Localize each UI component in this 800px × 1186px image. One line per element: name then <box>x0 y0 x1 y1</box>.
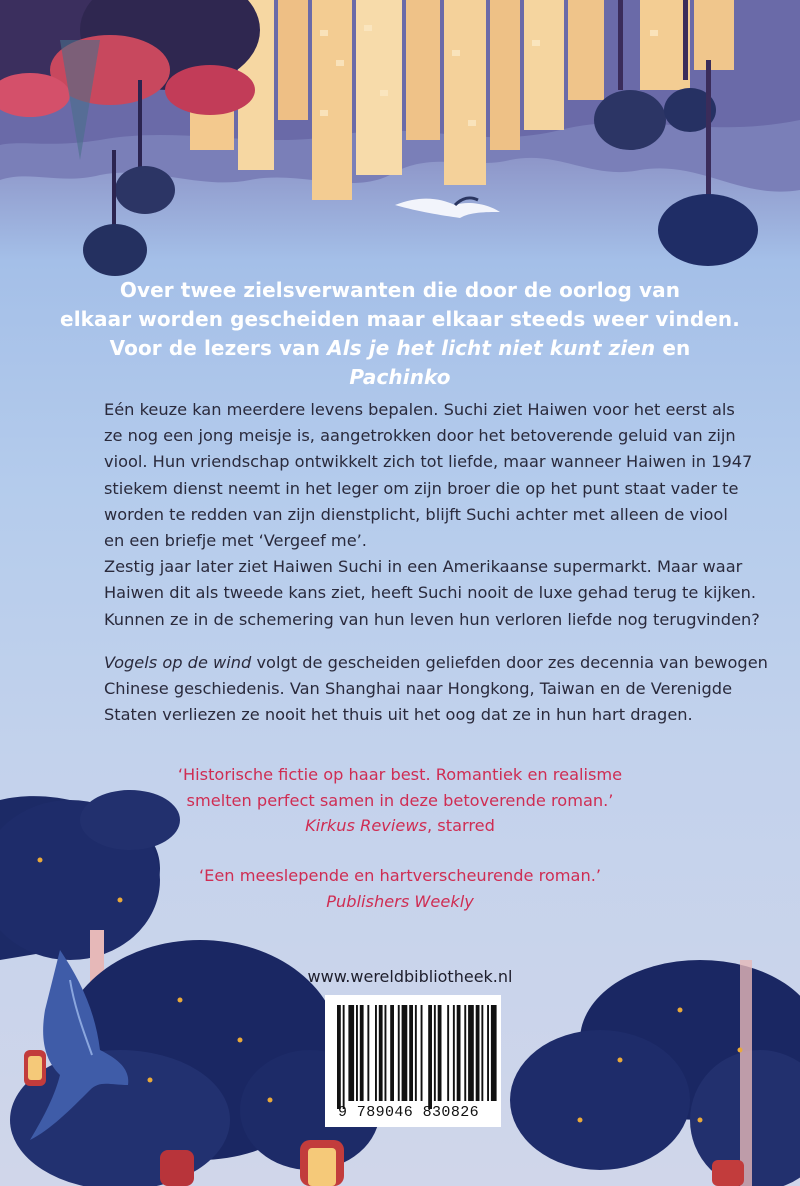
barcode-bar <box>464 1005 466 1101</box>
quote-line: ‘Historische fictie op haar best. Romantiek en realisme <box>177 765 623 784</box>
tagline-prefix: Voor de lezers van <box>109 336 328 360</box>
blurb-line: stiekem dienst neemt in het leger om zijn broer die op het punt staat vader te <box>104 478 739 498</box>
blurb-line: Kunnen ze in de schemering van hun leven hun verloren liefde nog terugvinden? <box>104 609 760 629</box>
blurb-line: viool. Hun vriendschap ontwikkelt zich tot liefde, maar wanneer Haiwen in 1947 <box>104 452 753 472</box>
blurb-line: Staten verliezen ze nooit het thuis uit het oog dat ze in hun hart dragen. <box>104 705 693 725</box>
tagline-mid: en <box>655 336 691 360</box>
blurb-line: worden te redden van zijn dienstplicht, blijft Suchi achter met alleen de viool <box>104 504 728 524</box>
barcode-bar <box>379 1005 383 1101</box>
tagline-line-2: elkaar worden gescheiden maar elkaar steeds weer vinden. <box>60 307 740 331</box>
tagline-title-1: Als je het licht niet kunt zien <box>327 336 656 360</box>
barcode-bar <box>457 1005 461 1101</box>
tagline-line-3 <box>60 334 740 392</box>
quote-source-name: Publishers Weekly <box>326 891 474 911</box>
quote-line: ‘Een meeslepende en hartverscheurende roman.’ <box>198 866 602 885</box>
review-quote-1 <box>160 762 640 839</box>
barcode-bar <box>415 1005 417 1101</box>
quote-source-suffix: , starred <box>427 816 495 835</box>
barcode-bar <box>360 1005 364 1101</box>
barcode-bar <box>402 1005 408 1101</box>
quote-source-name: Kirkus Reviews <box>305 816 427 835</box>
barcode-bar <box>428 1005 432 1109</box>
barcode-bar <box>398 1005 400 1101</box>
barcode-bar <box>421 1005 423 1101</box>
barcode-bar <box>356 1005 358 1101</box>
barcode-bar <box>491 1005 497 1101</box>
barcode-bar <box>367 1005 369 1101</box>
blurb-line-rest: volgt de gescheiden geliefden door zes decennia van bewogen <box>251 653 768 672</box>
tagline-title-2: Pachinko <box>349 365 451 389</box>
blurb-paragraph-1 <box>104 397 760 633</box>
quote-source <box>160 813 640 839</box>
barcode-bar <box>348 1005 354 1101</box>
barcode-bar <box>434 1005 436 1101</box>
blurb-line: ze nog een jong meisje is, aangetrokken door het betoverende geluid van zijn <box>104 426 736 446</box>
isbn-number: 9 789046 830826 <box>338 1104 480 1121</box>
barcode-bar <box>343 1005 345 1109</box>
blurb-line: en een briefje met ‘Vergeef me’. <box>104 531 367 551</box>
barcode-bar <box>409 1005 413 1101</box>
blurb-paragraph-3 <box>104 650 768 729</box>
review-quote-2 <box>160 863 640 914</box>
tagline <box>60 276 740 392</box>
barcode-bar <box>390 1005 394 1101</box>
barcode-bar <box>438 1005 442 1101</box>
barcode-bar <box>375 1005 377 1101</box>
blurb-line <box>104 650 768 676</box>
barcode-bar <box>447 1005 449 1101</box>
blurb-line: Zestig jaar later ziet Haiwen Suchi in een Amerikaanse supermarkt. Maar waar <box>104 557 743 577</box>
book-title: Vogels op de wind <box>104 653 252 672</box>
quote-source <box>160 889 640 915</box>
barcode-bar <box>385 1005 387 1101</box>
tagline-line-1: Over twee zielsverwanten die door de oorlog van <box>119 278 681 302</box>
blurb-line: Chinese geschiedenis. Van Shanghai naar Hongkong, Taiwan en de Verenigde <box>104 679 733 699</box>
barcode-bar <box>481 1005 483 1101</box>
bird-icon-top <box>395 198 500 218</box>
barcode-bar <box>476 1005 480 1101</box>
publisher-website[interactable]: www.wereldbibliotheek.nl <box>307 967 513 986</box>
barcode-bar <box>468 1005 474 1101</box>
blurb-line: Haiwen dit als tweede kans ziet, heeft Suchi nooit de luxe gehad terug te kijken. <box>104 583 757 603</box>
quote-line: smelten perfect samen in deze betoverende roman.’ <box>186 790 614 810</box>
barcode-bar <box>487 1005 489 1101</box>
barcode-bar <box>453 1005 455 1101</box>
barcode-bar <box>337 1005 341 1109</box>
blurb-line: Eén keuze kan meerdere levens bepalen. Suchi ziet Haiwen voor het eerst als <box>104 400 735 419</box>
